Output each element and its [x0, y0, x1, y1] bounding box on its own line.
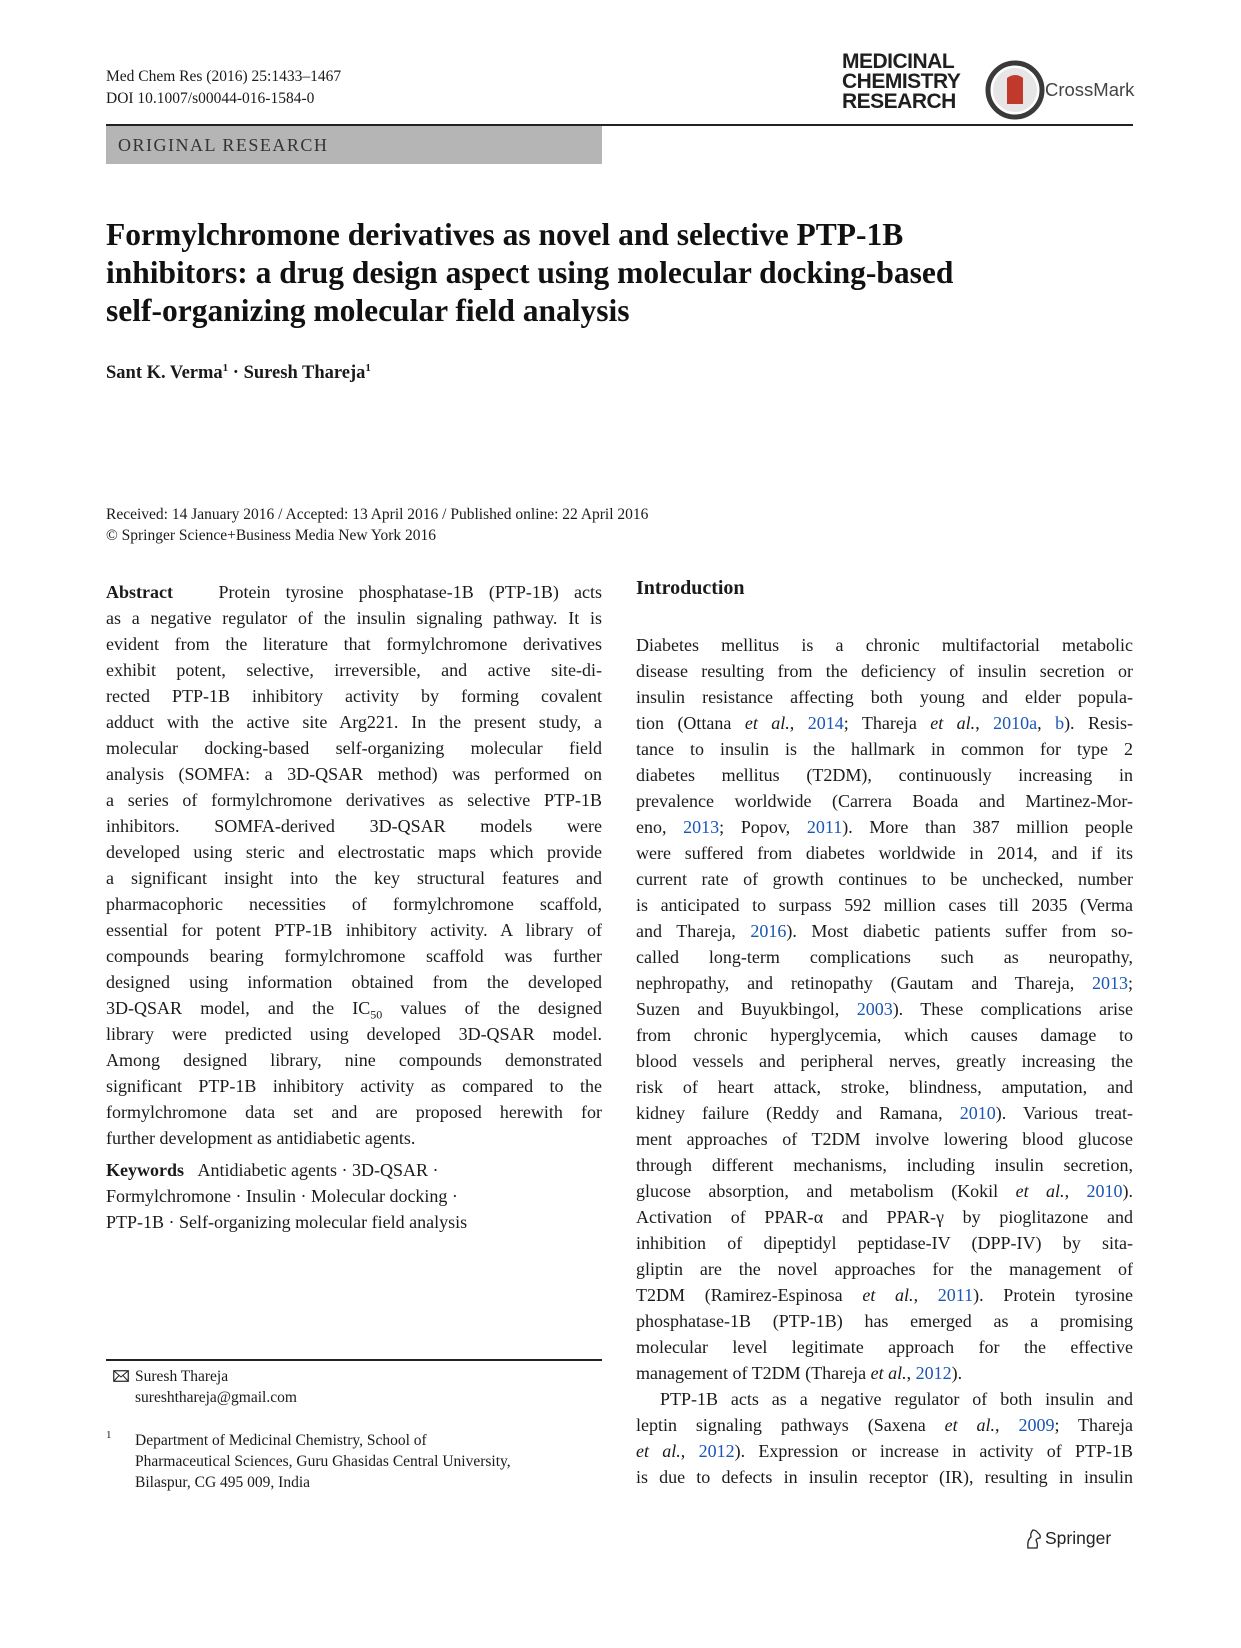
paragraph-line: and Thareja, 2016). Most diabetic patients suffer from so- — [636, 921, 1134, 941]
abstract-line: designed using information obtained from the developed — [106, 972, 602, 992]
doi[interactable]: DOI 10.1007/s00044-016-1584-0 — [106, 90, 315, 107]
paragraph-line: through different mechanisms, including insulin secretion, — [636, 1155, 1133, 1175]
paragraph-line: gliptin are the novel approaches for the management of — [636, 1259, 1133, 1279]
affiliation-mark: 1 — [106, 1429, 112, 1441]
abstract-line: a significant insight into the key structural features and — [106, 868, 602, 888]
springer-horse-icon — [1024, 1528, 1044, 1550]
logo-line: MEDICINAL — [842, 50, 955, 73]
abstract-line: developed using steric and electrostatic maps which provide — [106, 842, 602, 862]
paragraph-line: Suzen and Buyukbingol, 2003). These complications arise — [636, 999, 1133, 1019]
logo-line: RESEARCH — [842, 90, 956, 113]
paragraph-line: glucose absorption, and metabolism (Kokil et al., 2010). — [636, 1181, 1133, 1201]
et-al-italic: et al. — [944, 1415, 996, 1435]
journal-reference — [106, 66, 341, 110]
abstract-line: as a negative regulator of the insulin signaling pathway. It is — [106, 608, 602, 628]
keywords-line: Formylchromone · Insulin · Molecular docking · — [106, 1186, 458, 1206]
abstract-line: further development as antidiabetic agents. — [106, 1128, 416, 1148]
paragraph-line: Diabetes mellitus is a chronic multifactorial metabolic — [636, 635, 1133, 655]
paragraph-line: leptin signaling pathways (Saxena et al., 2009; Thareja — [636, 1415, 1134, 1435]
affiliation-sup: 1 — [222, 362, 229, 374]
abstract — [106, 579, 602, 1151]
ic50-subscript: 50 — [370, 1007, 383, 1022]
paragraph-line: tance to insulin is the hallmark in common for type 2 — [636, 739, 1133, 759]
affiliation — [135, 1430, 511, 1493]
citation-link[interactable]: 2010a — [993, 713, 1038, 733]
citation-link[interactable]: 2016 — [750, 921, 787, 941]
paragraph-line: current rate of growth continues to be unchecked, number — [636, 869, 1133, 889]
citation-link[interactable]: 2003 — [856, 999, 893, 1019]
author-name[interactable]: Sant K. Verma — [106, 363, 223, 384]
citation-link[interactable]: 2011 — [937, 1285, 974, 1305]
abstract-line: essential for potent PTP-1B inhibitory activity. A library of — [106, 920, 602, 940]
abstract-line: 3D-QSAR model, and the $IC_{50}$ values of the designed — [106, 998, 602, 1022]
introduction-paragraph — [636, 632, 1133, 1386]
paragraph-line: is due to defects in insulin receptor (IR), resulting in insulin — [636, 1467, 1133, 1487]
paragraph-line: blood vessels and peripheral nerves, greatly increasing the — [636, 1051, 1133, 1071]
paragraph-line: PTP-1B acts as a negative regulator of both insulin and — [660, 1389, 1133, 1409]
corresponding-email[interactable]: sureshthareja@gmail.com — [135, 1389, 297, 1406]
et-al-italic: et al. — [636, 1441, 681, 1461]
paragraph-line: insulin resistance affecting both young and elder popula- — [636, 687, 1133, 707]
abstract-line: a series of formylchromone derivatives as selective PTP-1B — [106, 790, 602, 810]
abstract-line: rected PTP-1B inhibitory activity by forming covalent — [106, 686, 602, 706]
affiliation-sup: 1 — [365, 362, 371, 374]
citation-link[interactable]: 2013 — [683, 817, 720, 837]
corresponding-name: Suresh Thareja — [135, 1368, 229, 1385]
citation-link[interactable]: 2011 — [806, 817, 843, 837]
abstract-line: library were predicted using developed 3D-QSAR model. — [106, 1024, 602, 1044]
citation-link[interactable]: 2012 — [698, 1441, 735, 1461]
introduction-paragraph — [636, 1386, 1133, 1490]
et-al-italic: et al. — [1015, 1181, 1065, 1201]
paragraph-line: et al., 2012). Expression or increase in activity of PTP-1B — [636, 1441, 1133, 1461]
abstract-line: analysis (SOMFA: a 3D-QSAR method) was performed on — [106, 764, 602, 784]
et-al-italic: et al. — [862, 1285, 914, 1305]
paragraph-line: nephropathy, and retinopathy (Gautam and Thareja, 2013; — [636, 973, 1133, 993]
paragraph-line: management of T2DM (Thareja et al., 2012). — [636, 1363, 963, 1383]
paragraph-line: Activation of PPAR-α and PPAR-γ by pioglitazone and — [636, 1207, 1133, 1227]
paragraph-line: inhibition of dipeptidyl peptidase-IV (DPP-IV) by sita- — [636, 1233, 1133, 1253]
title-line: inhibitors: a drug design aspect using molecular docking-based — [106, 255, 954, 290]
abstract-line: inhibitors. SOMFA-derived 3D-QSAR models were — [106, 816, 602, 836]
author-list — [106, 362, 371, 384]
footnote-divider — [106, 1359, 602, 1361]
paragraph-line: called long-term complications such as neuropathy, — [636, 947, 1133, 967]
keywords — [106, 1157, 602, 1235]
et-al-italic: et al. — [870, 1363, 907, 1383]
copyright: © Springer Science+Business Media New York 2016 — [106, 527, 437, 544]
introduction-heading: Introduction — [636, 577, 745, 599]
keywords-label: Keywords — [106, 1160, 184, 1180]
publication-dates — [106, 504, 648, 546]
paragraph-line: from chronic hyperglycemia, which causes damage to — [636, 1025, 1133, 1045]
paragraph-line: diabetes mellitus (T2DM), continuously increasing in — [636, 765, 1133, 785]
envelope-icon — [113, 1370, 129, 1382]
citation-link[interactable]: 2013 — [1091, 973, 1128, 993]
publisher-logo: Springer — [1045, 1528, 1112, 1548]
paragraph-line: eno, 2013; Popov, 2011). More than 387 million people — [636, 817, 1133, 837]
paragraph-line: ment approaches of T2DM involve lowering blood glucose — [636, 1129, 1133, 1149]
abstract-line: adduct with the active site Arg221. In the present study, a — [106, 712, 602, 732]
citation-link[interactable]: 2009 — [1018, 1415, 1055, 1435]
citation-link[interactable]: 2010 — [959, 1103, 996, 1123]
abstract-line: formylchromone data set and are proposed herewith for — [106, 1102, 602, 1122]
author-separator: · — [228, 363, 244, 384]
logo-line: CHEMISTRY — [842, 70, 961, 93]
paragraph-line: is anticipated to surpass 592 million cases till 2035 (Verma — [636, 895, 1133, 915]
author-name[interactable]: Suresh Thareja — [243, 363, 366, 384]
citation-link[interactable]: 2012 — [915, 1363, 952, 1383]
abstract-line: molecular docking-based self-organizing molecular field — [106, 738, 602, 758]
abstract-line: compounds bearing formylchromone scaffold was further — [106, 946, 602, 966]
citation-link[interactable]: 2014 — [807, 713, 844, 733]
keywords-line: Keywords Antidiabetic agents · 3D-QSAR · — [106, 1160, 439, 1180]
title-line: Formylchromone derivatives as novel and selective PTP-1B — [106, 217, 904, 252]
affiliation-line: Department of Medicinal Chemistry, School of — [135, 1432, 427, 1449]
paragraph-line: were suffered from diabetes worldwide in 2014, and if its — [636, 843, 1133, 863]
keywords-line: PTP-1B · Self-organizing molecular field analysis — [106, 1212, 468, 1232]
article-title — [106, 216, 1106, 330]
abstract-line: exhibit potent, selective, irreversible, and active site-di- — [106, 660, 602, 680]
history-dates: Received: 14 January 2016 / Accepted: 13 April 2016 / Published online: 22 April 2016 — [106, 506, 649, 523]
et-al-italic: et al. — [930, 713, 976, 733]
journal-citation: Med Chem Res (2016) 25:1433–1467 — [106, 68, 342, 85]
paragraph-line: prevalence worldwide (Carrera Boada and Martinez-Mor- — [636, 791, 1133, 811]
abstract-line: significant PTP-1B inhibitory activity as compared to the — [106, 1076, 602, 1096]
section-label: ORIGINAL RESEARCH — [106, 126, 602, 164]
et-al-italic: et al. — [744, 713, 790, 733]
paragraph-line: disease resulting from the deficiency of insulin secretion or — [636, 661, 1133, 681]
title-line: self-organizing molecular field analysis — [106, 293, 630, 328]
paragraph-line: tion (Ottana et al., 2014; Thareja et al., 2010a, b). Resis- — [636, 713, 1133, 733]
abstract-line: evident from the literature that formylchromone derivatives — [106, 634, 602, 654]
paragraph-line: phosphatase-1B (PTP-1B) has emerged as a promising — [636, 1311, 1133, 1331]
abstract-label: Abstract — [106, 582, 173, 602]
abstract-line: Among designed library, nine compounds demonstrated — [106, 1050, 602, 1070]
paragraph-line: molecular level legitimate approach for the effective — [636, 1337, 1133, 1357]
citation-link[interactable]: b — [1055, 713, 1065, 733]
affiliation-line: Pharmaceutical Sciences, Guru Ghasidas Central University, — [135, 1453, 511, 1470]
crossmark-label[interactable]: CrossMark — [1045, 79, 1135, 100]
corresponding-author — [135, 1366, 297, 1408]
crossmark-icon[interactable] — [985, 60, 1045, 120]
paragraph-line: T2DM (Ramirez-Espinosa et al., 2011). Protein tyrosine — [636, 1285, 1133, 1305]
abstract-line: pharmacophoric necessities of formylchromone scaffold, — [106, 894, 602, 914]
paragraph-line: kidney failure (Reddy and Ramana, 2010). Various treat- — [636, 1103, 1133, 1123]
abstract-line: Abstract Protein tyrosine phosphatase-1B (PTP-1B) acts — [106, 582, 602, 602]
affiliation-line: Bilaspur, CG 495 009, India — [135, 1474, 311, 1491]
paragraph-line: risk of heart attack, stroke, blindness, amputation, and — [636, 1077, 1133, 1097]
citation-link[interactable]: 2010 — [1086, 1181, 1123, 1201]
